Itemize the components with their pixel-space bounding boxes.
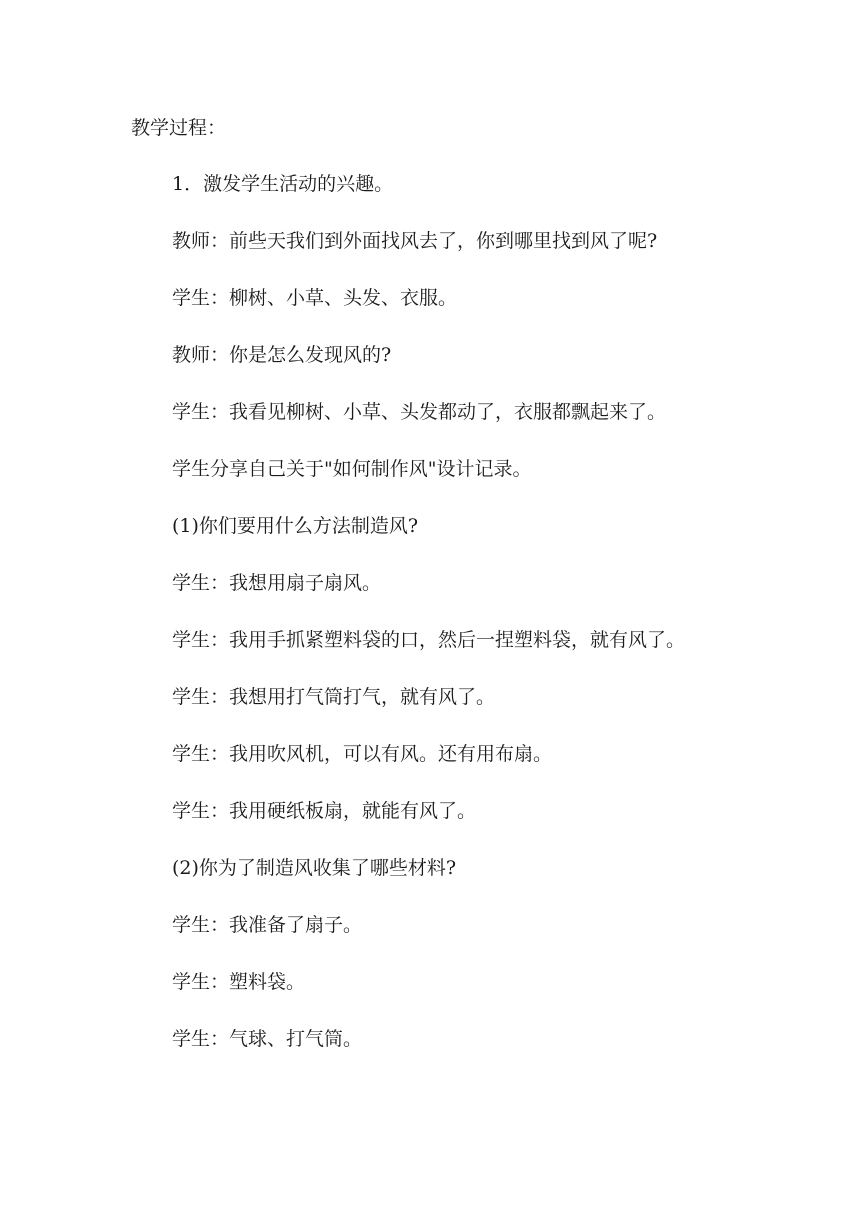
paragraph-line: 学生：我准备了扇子。 xyxy=(172,914,363,936)
paragraph-line: 学生：我想用扇子扇风。 xyxy=(172,572,382,594)
paragraph-line: (2)你为了制造风收集了哪些材料? xyxy=(172,857,457,879)
paragraph-line: 学生：我用硬纸板扇，就能有风了。 xyxy=(172,800,477,822)
section-heading: 教学过程： xyxy=(131,117,227,139)
paragraph-line: 学生：塑料袋。 xyxy=(172,971,306,993)
paragraph-line: 学生：我看见柳树、小草、头发都动了，衣服都飘起来了。 xyxy=(172,401,667,423)
paragraph-line: 学生：我用吹风机，可以有风。还有用布扇。 xyxy=(172,743,553,765)
paragraph-line: (1)你们要用什么方法制造风? xyxy=(172,515,419,537)
paragraph-line: 学生：气球、打气筒。 xyxy=(172,1028,363,1050)
paragraph-line: 学生：柳树、小草、头发、衣服。 xyxy=(172,287,458,309)
dialogue-lines xyxy=(172,171,685,1083)
paragraph-line: 教师：你是怎么发现风的? xyxy=(172,344,392,366)
paragraph-line: 1．激发学生活动的兴趣。 xyxy=(172,173,394,195)
paragraph-line: 教师：前些天我们到外面找风去了，你到哪里找到风了呢? xyxy=(172,230,658,252)
paragraph-line: 学生：我想用打气筒打气，就有风了。 xyxy=(172,686,496,708)
paragraph-line: 学生：我用手抓紧塑料袋的口，然后一捏塑料袋，就有风了。 xyxy=(172,629,686,651)
paragraph-line: 学生分享自己关于"如何制作风"设计记录。 xyxy=(172,458,532,480)
